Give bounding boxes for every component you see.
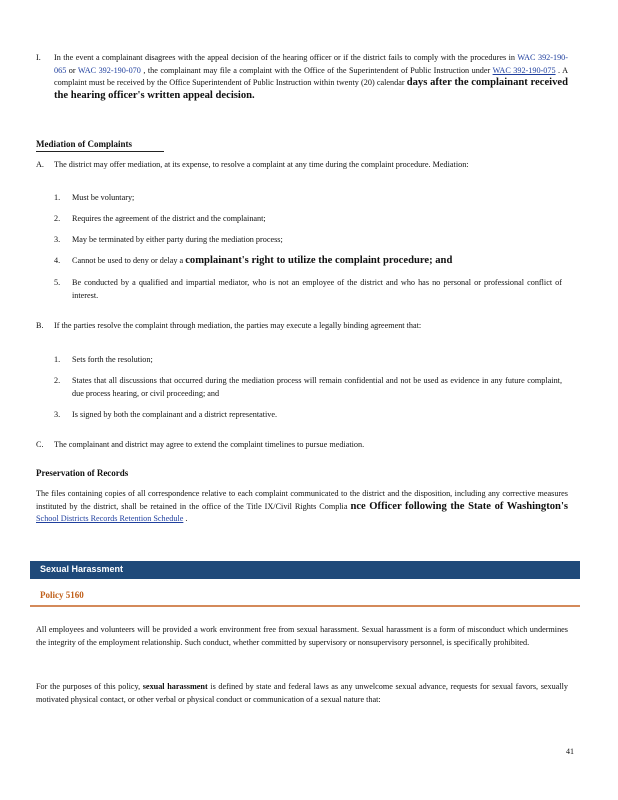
list-text: Cannot be used to deny or delay a xyxy=(72,256,184,265)
connector-text: or xyxy=(68,65,76,75)
list-item xyxy=(54,277,564,300)
paragraph-end: . xyxy=(185,514,188,524)
list-text: Must be voluntary; xyxy=(72,193,135,202)
preservation-paragraph xyxy=(36,488,568,526)
item-text: In the event a complainant disagrees with the appeal decision of the hearing officer or if the district fails to comply with the procedures in xyxy=(54,53,515,62)
list-number: 5. xyxy=(54,278,61,287)
list-number: 2. xyxy=(54,376,61,385)
list-text: May be terminated by either party during the mediation process; xyxy=(72,235,283,244)
list-item xyxy=(54,192,564,205)
paragraph-text-large: nce Officer following the State of Washington's xyxy=(350,500,569,512)
paragraph-item-i xyxy=(36,52,568,102)
list-item xyxy=(54,213,564,226)
mediation-item-b xyxy=(36,320,568,333)
wac-link-2[interactable]: WAC 392-190-070 xyxy=(77,65,141,75)
list-text: Sets forth the resolution; xyxy=(72,355,153,364)
harassment-paragraph-2 xyxy=(36,681,568,706)
item-text-large: days after the complainant received the hearing officer's written appeal decision. xyxy=(54,77,568,101)
list-text: Requires the agreement of the district and the complainant; xyxy=(72,214,266,223)
list-text-large: complainant's right to utilize the complaint procedure; and xyxy=(185,255,453,266)
list-item xyxy=(54,375,564,398)
page-number: 41 xyxy=(566,747,574,756)
list-item xyxy=(54,255,564,268)
list-text: Be conducted by a qualified and impartial mediator, who is not an employee of the district and who has no personal or professional conflict of interest. xyxy=(72,278,562,300)
defined-term: sexual harassment xyxy=(142,682,208,691)
policy-divider xyxy=(30,605,580,607)
item-text: , the complainant may file a complaint with the Office of the Superintendent of Public Instruction under xyxy=(143,65,491,75)
item-text: The complainant and district may agree to extend the complaint timelines to pursue mediation. xyxy=(54,440,365,449)
section-heading-mediation: Mediation of Complaints xyxy=(36,139,133,149)
list-number: 3. xyxy=(54,410,61,419)
item-text: The district may offer mediation, at its expense, to resolve a complaint at any time during the complaint procedure. Mediation: xyxy=(54,160,469,169)
section-banner xyxy=(30,561,580,579)
list-text: Is signed by both the complainant and a district representative. xyxy=(72,410,278,419)
list-number: 1. xyxy=(54,193,61,202)
wac-link-1[interactable]: WAC 392-190-065 xyxy=(54,53,568,75)
mediation-item-a xyxy=(36,159,568,172)
paragraph-text: is defined by state and federal laws as any unwelcome sexual advance, requests for sexual favors, sexually motivated physical contact, or other verbal or physical conduct or communication of a sexual nature that: xyxy=(36,682,568,704)
list-number: 2. xyxy=(54,214,61,223)
harassment-paragraph-1: All employees and volunteers will be provided a work environment free from sexual harassment. Sexual harassment is a form of misconduct which undermines the integrity of the employment relationship. Such conduct, whether committed by supervisory or nonsupervisory personnel, is specifically prohibited. xyxy=(36,625,568,647)
records-retention-link[interactable]: School Districts Records Retention Schedule xyxy=(36,514,184,524)
mediation-item-c xyxy=(36,439,568,452)
list-number: 1. xyxy=(54,355,61,364)
wac-link-3[interactable]: WAC 392-190-075 xyxy=(492,65,556,75)
list-number: 3. xyxy=(54,235,61,244)
item-text: . A complaint must be received by the Office Superintendent of Public Instruction within twenty (20) calendar xyxy=(54,65,569,88)
list-item xyxy=(54,354,564,367)
list-text: States that all discussions that occurred during the mediation process will remain confidential and not be used as evidence in any future complaint, due process hearing, or civil proceeding; and xyxy=(72,376,562,398)
item-label: A. xyxy=(36,160,44,169)
item-label: C. xyxy=(36,440,44,449)
section-heading-preservation: Preservation of Records xyxy=(36,468,129,478)
item-text: If the parties resolve the complaint through mediation, the parties may execute a legally binding agreement that: xyxy=(54,321,422,330)
list-item xyxy=(54,409,564,422)
list-item xyxy=(54,234,564,247)
list-number: 4. xyxy=(54,256,61,265)
policy-number: Policy 5160 xyxy=(40,590,84,600)
item-label: I. xyxy=(36,53,41,62)
heading-underline xyxy=(36,151,164,152)
paragraph-text: The files containing copies of all correspondence relative to each complaint communicated to the district and the disposition, including any corrective measures instituted by the district, shall be retained in the office of the Title IX/Civil Rights Complia xyxy=(36,489,568,511)
banner-title: Sexual Harassment xyxy=(40,564,124,574)
item-label: B. xyxy=(36,321,44,330)
paragraph-text: For the purposes of this policy, xyxy=(36,682,141,691)
